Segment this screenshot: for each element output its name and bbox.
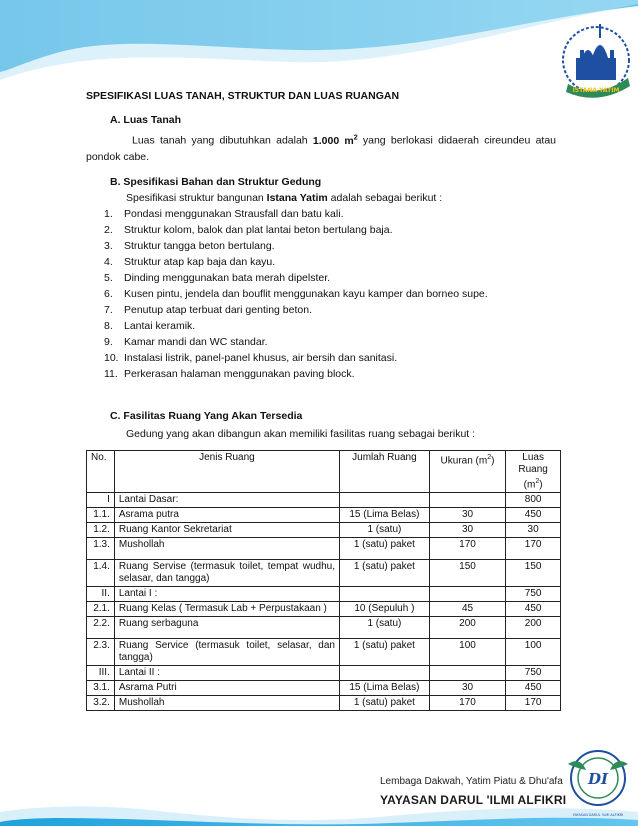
table-row: I Lantai Dasar: 800 <box>87 493 561 508</box>
istana-yatim-logo-text: ISTANA YATIM <box>572 87 620 94</box>
table-row: 2.2. Ruang serbaguna 1 (satu) 200 200 <box>87 617 561 639</box>
yayasan-logo <box>562 742 632 820</box>
section-a-text-after: yang berlokasi didaerah cireundeu atau pondok cabe. <box>86 134 557 163</box>
table-row: 3.1. Asrama Putri 15 (Lima Belas) 30 450 <box>87 681 561 696</box>
table-row: 1.4. Ruang Servise (termasuk toilet, tempat wudhu, selasar, dan tangga) 1 (satu) paket 150 150 <box>87 560 561 587</box>
table-row: 1.2. Ruang Kantor Sekretariat 1 (satu) 30 30 <box>87 523 561 538</box>
header-ukuran: Ukuran $(m^2)$ <box>429 451 505 493</box>
list-item: 7. Penutup atap terbuat dari genting beton. <box>104 304 312 316</box>
table-row: III. Lantai II : 750 <box>87 666 561 681</box>
list-item: 8. Lantai keramik. <box>104 320 196 332</box>
table-row: 3.2. Mushollah 1 (satu) paket 170 170 <box>87 696 561 711</box>
list-item: 6. Kusen pintu, jendela dan bouflit menggunakan kayu kamper dan borneo supe. <box>104 288 488 300</box>
table-row: 1.3. Mushollah 1 (satu) paket 170 170 <box>87 538 561 560</box>
istana-yatim-logo <box>552 14 638 104</box>
table-row: 2.3. Ruang Service (termasuk toilet, selasar, dan tangga) 1 (satu) paket 100 100 <box>87 639 561 666</box>
yayasan-logo-initials: DI <box>587 770 609 788</box>
list-item: 2. Struktur kolom, balok dan plat lantai beton bertulang baja. <box>104 224 393 236</box>
section-a-text-before: Luas tanah yang dibutuhkan adalah <box>132 134 313 147</box>
header-jenis-ruang: Jenis Ruang <box>114 451 339 493</box>
structure-spec-list <box>104 206 488 382</box>
section-a-title: A. Luas Tanah <box>110 114 181 126</box>
section-a-paragraph <box>86 130 556 165</box>
section-b-title: B. Spesifikasi Bahan dan Struktur Gedung <box>110 176 322 188</box>
section-b-intro: Spesifikasi struktur bangunan Istana Yatim adalah sebagai berikut : <box>126 192 443 204</box>
section-c-title: C. Fasilitas Ruang Yang Akan Tersedia <box>110 410 303 422</box>
list-item: 3. Struktur tangga beton bertulang. <box>104 240 275 252</box>
section-c-intro: Gedung yang akan dibangun akan memiliki fasilitas ruang sebagai berikut : <box>126 428 476 440</box>
yayasan-logo-text: YAYASAN DARUL 'ILMI ALFIKRI <box>572 813 624 817</box>
footer-organization: YAYASAN DARUL 'ILMI ALFIKRI <box>380 793 567 807</box>
list-item: 1. Pondasi menggunakan Strausfall dan batu kali. <box>104 208 344 220</box>
table-row: 1.1. Asrama putra 15 (Lima Belas) 30 450 <box>87 508 561 523</box>
land-area-value: 1.000 $m^2$ <box>312 134 358 147</box>
header-luas-ruang: Luas Ruang $(m^2)$ <box>506 451 561 493</box>
list-item: 11. Perkerasan halaman menggunakan paving block. <box>104 368 355 380</box>
table-row: 2.1. Ruang Kelas ( Termasuk Lab + Perpustakaan ) 10 (Sepuluh ) 45 450 <box>87 602 561 617</box>
table-row: II. Lantai I : 750 <box>87 587 561 602</box>
istana-yatim-name: Istana Yatim <box>266 192 328 204</box>
room-facilities-table <box>86 450 561 711</box>
header-jumlah-ruang: Jumlah Ruang <box>339 451 429 493</box>
list-item: 5. Dinding menggunakan bata merah dipelster. <box>104 272 331 284</box>
list-item: 9. Kamar mandi dan WC standar. <box>104 336 268 348</box>
document-heading: SPESIFIKASI LUAS TANAH, STRUKTUR DAN LUAS RUANGAN <box>86 90 400 102</box>
list-item: 4. Struktur atap kap baja dan kayu. <box>104 256 276 268</box>
header-no: No. <box>87 451 115 493</box>
footer-tagline: Lembaga Dakwah, Yatim Piatu & Dhu'afa <box>380 776 563 787</box>
list-item: 10. Instalasi listrik, panel-panel khusus, air bersih dan sanitasi. <box>104 352 398 364</box>
table-header-row <box>87 451 561 493</box>
